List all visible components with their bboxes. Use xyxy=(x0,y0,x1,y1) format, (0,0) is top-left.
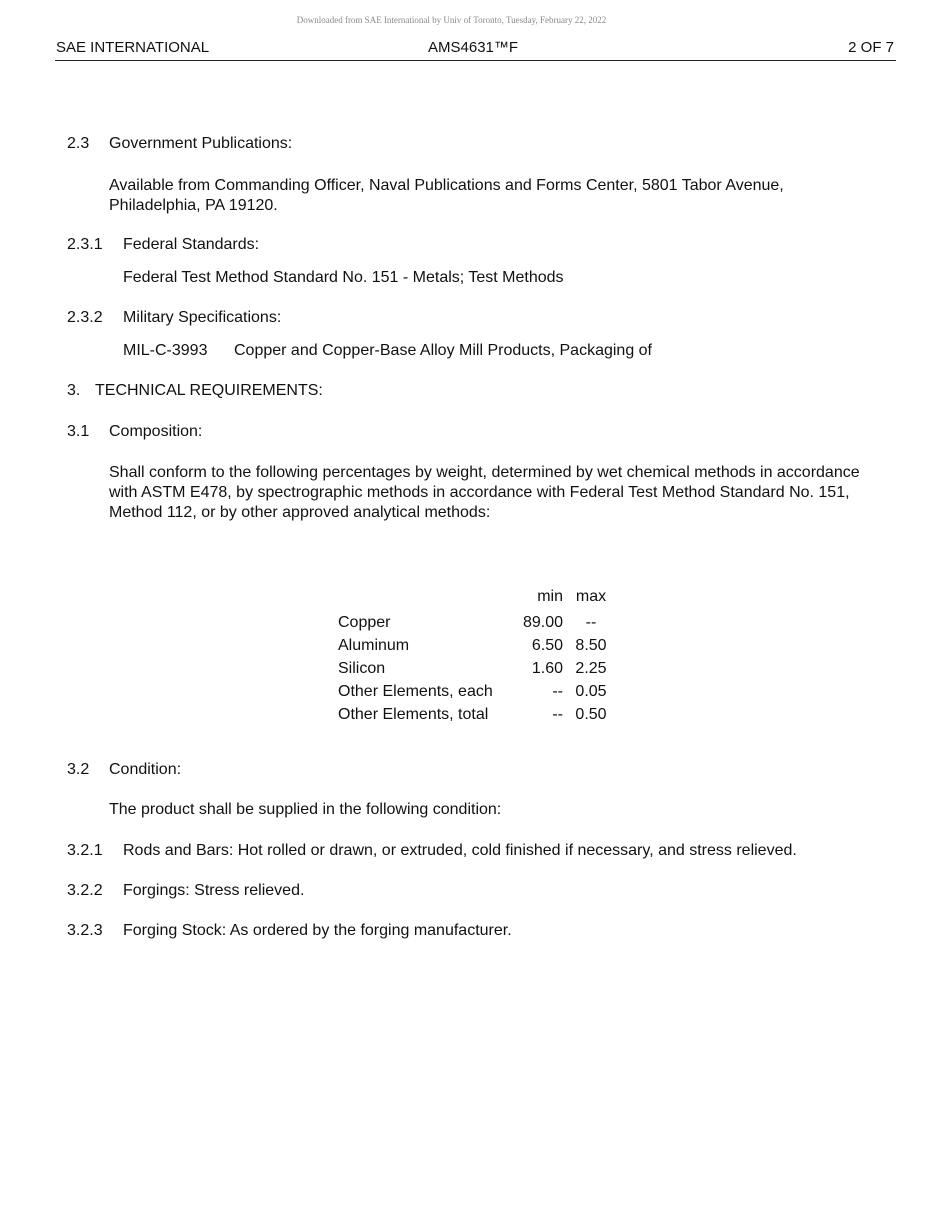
section-2-3-1-body: Federal Test Method Standard No. 151 - Metals; Test Methods xyxy=(123,269,564,286)
section-number: 2.3 xyxy=(67,135,90,152)
header-max: max xyxy=(575,588,607,605)
element-min: 6.50 xyxy=(531,636,563,654)
section-2-3-2-spec-line xyxy=(123,342,652,360)
section-title: TECHNICAL REQUIREMENTS: xyxy=(95,382,323,399)
section-title: Composition: xyxy=(109,423,203,440)
spec-title: Copper and Copper-Base Alloy Mill Products, Packaging of xyxy=(234,342,652,359)
section-3-2-body: The product shall be supplied in the following condition: xyxy=(109,801,502,818)
composition-table-header xyxy=(334,585,613,611)
section-text: Forging Stock: As ordered by the forging manufacturer. xyxy=(123,922,512,939)
table-row xyxy=(334,703,613,726)
section-2-3-heading xyxy=(67,135,292,153)
spec-id: MIL-C-3993 xyxy=(123,342,208,359)
table-row xyxy=(334,657,613,680)
element-max: 8.50 xyxy=(575,636,607,654)
header-organization: SAE INTERNATIONAL xyxy=(56,39,210,56)
section-2-3-1-heading xyxy=(67,236,259,254)
section-2-3-body: Available from Commanding Officer, Naval Publications and Forms Center, 5801 Tabor Avenue, Philadelphia, PA 19120. xyxy=(109,177,784,214)
element-name: Aluminum xyxy=(338,636,410,654)
section-3-1-heading xyxy=(67,423,202,441)
table-row xyxy=(334,634,613,657)
section-number: 3. xyxy=(67,382,81,399)
section-number: 3.1 xyxy=(67,423,90,440)
section-3-2-3 xyxy=(67,922,512,940)
element-max: 2.25 xyxy=(575,659,607,677)
composition-table xyxy=(334,585,613,726)
element-name: Copper xyxy=(338,613,391,631)
element-name: Other Elements, total xyxy=(338,705,489,723)
header-min: min xyxy=(537,588,563,605)
element-min: 89.00 xyxy=(522,613,563,631)
table-row xyxy=(334,611,613,634)
section-text: Forgings: Stress relieved. xyxy=(123,882,305,899)
section-title: Military Specifications: xyxy=(123,309,282,326)
section-3-heading xyxy=(67,382,323,400)
element-name: Other Elements, each xyxy=(338,682,493,700)
element-max: 0.05 xyxy=(575,682,607,700)
section-number: 2.3.1 xyxy=(67,236,103,253)
section-title: Federal Standards: xyxy=(123,236,260,253)
section-number: 2.3.2 xyxy=(67,309,103,326)
element-max: -- xyxy=(585,613,597,631)
header-page-number: 2 OF 7 xyxy=(848,39,894,56)
section-2-3-2-heading xyxy=(67,309,281,327)
section-3-2-2 xyxy=(67,882,304,900)
section-title: Condition: xyxy=(109,761,182,778)
section-3-2-heading xyxy=(67,761,181,779)
section-number: 3.2.2 xyxy=(67,882,103,899)
element-max: 0.50 xyxy=(575,705,607,723)
section-number: 3.2.3 xyxy=(67,922,103,939)
header-document-id: AMS4631™F xyxy=(428,39,519,56)
section-text: Rods and Bars: Hot rolled or drawn, or extruded, cold finished if necessary, and stress relieved. xyxy=(123,842,797,859)
element-min: -- xyxy=(552,705,563,723)
header-element xyxy=(334,585,507,611)
section-3-2-1 xyxy=(67,842,797,860)
download-watermark: Downloaded from SAE International by Univ of Toronto, Tuesday, February 22, 2022 xyxy=(296,15,607,25)
element-name: Silicon xyxy=(338,659,386,677)
element-min: 1.60 xyxy=(531,659,563,677)
header-rule xyxy=(55,60,896,61)
section-3-1-body: Shall conform to the following percentages by weight, determined by wet chemical methods in accordance with ASTM E478, by spectrographic methods in accordance with Federal Test Method Standard No. 151, Method 112, or by other approved analytical methods: xyxy=(109,464,860,521)
section-number: 3.2 xyxy=(67,761,90,778)
table-row xyxy=(334,680,613,703)
section-number: 3.2.1 xyxy=(67,842,103,859)
element-min: -- xyxy=(552,682,563,700)
section-title: Government Publications: xyxy=(109,135,293,152)
